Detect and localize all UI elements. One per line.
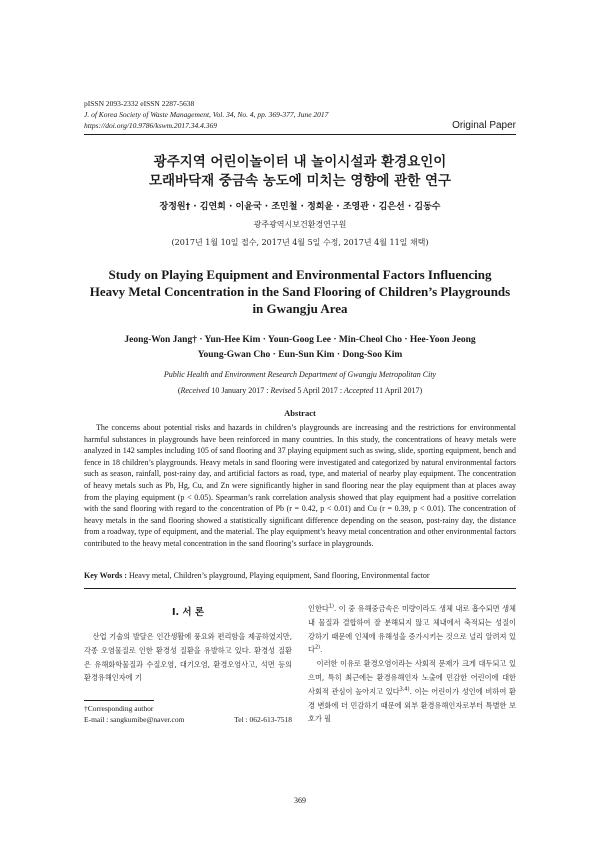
left-column <box>84 630 292 685</box>
issn: pISSN 2093-2332 eISSN 2287-5638 <box>84 99 195 108</box>
intro-text: . 이 중 유해중금속은 미량이라도 생체 내로 흡수되면 생체 내 물질과 결합하여 잘 분해되지 않고 체내에서 축적되는 성질이 강하기 때문에 인체에 유해성을 증가시키는 것으로 널리 알려져 있다 <box>308 604 516 655</box>
korean-authors: 장정원† · 김연희 · 이윤국 · 조민철 · 정희윤 · 조영관 · 김은선 · 김동수 <box>159 202 441 212</box>
english-title-line1: Study on Playing Equipment and Environmental Factors Influencing <box>108 267 492 282</box>
received-date: 10 January 2017 <box>211 386 265 395</box>
english-authors-line1: Jeong-Won Jang† · Yun-Hee Kim · Youn-Goog Lee · Min-Cheol Cho · Hee-Yoon Jeong <box>124 335 476 345</box>
accepted-label: Accepted <box>344 386 374 395</box>
korean-title-line2: 모래바닥재 중금속 농도에 미치는 영향에 관한 연구 <box>148 173 452 189</box>
intro-text: . 이는 어린이가 성인에 비하여 환경 변화에 더 민감하기 때문에 외부 환경유해인자로부터 특별한 보호가 필 <box>308 686 516 724</box>
korean-title <box>0 153 600 191</box>
journal-meta <box>84 98 328 131</box>
korean-dates: (2017년 1월 10일 접수, 2017년 4월 5일 수정, 2017년 4월 11일 채택) <box>171 238 429 247</box>
header-divider <box>84 134 516 135</box>
keywords-list: Heavy metal, Children’s playground, Playing equipment, Sand flooring, Environmental factor <box>128 571 430 580</box>
accepted-date: 11 April 2017 <box>375 386 420 395</box>
english-title-line3: in Gwangju Area <box>252 301 348 316</box>
page-number: 369 <box>294 796 306 805</box>
revised-date: 5 April 2017 <box>297 386 338 395</box>
right-column <box>308 602 516 726</box>
footnote-tel: Tel : 062-613-7518 <box>234 715 292 724</box>
citation-ref: 2) <box>314 645 321 651</box>
citation-ref: 3,4) <box>399 686 410 693</box>
footnote-divider <box>84 700 154 701</box>
section-heading: I. 서 론 <box>171 607 205 618</box>
korean-title-line1: 광주지역 어린이놀이터 내 놀이시설과 환경요인이 <box>153 154 447 170</box>
journal-citation: J. of Korea Society of Waste Management, Vol. 34, No. 4, pp. 369-377, June 2017 <box>84 110 329 119</box>
english-authors <box>60 333 540 363</box>
english-dates: (Received 10 January 2017 : Revised 5 April 2017 : Accepted 11 April 2017) <box>177 386 423 395</box>
revised-label: Revised <box>270 386 296 395</box>
intro-text: . <box>320 645 323 655</box>
intro-text: 인한다 <box>308 604 329 613</box>
english-title-line2: Heavy Metal Concentration in the Sand Flooring of Children’s Playgrounds <box>89 284 511 299</box>
korean-affiliation: 광주광역시보건환경연구원 <box>253 220 347 229</box>
intro-paragraph-1: 산업 기술의 발달은 인간생활에 풍요와 편리함을 제공하였지만, 각종 오염물질로 인한 환경성 질환을 유발하고 있다. 환경성 질환은 유해화학물질과 수질오염, 대기오염, 환경오염사고, 석면 등의 환경유해인자에 기 <box>84 632 292 683</box>
keywords-label: Key Words : <box>84 571 127 580</box>
intro-paragraph-2 <box>308 602 516 657</box>
doi-link[interactable]: https://doi.org/10.9786/kswm.2017.34.4.369 <box>84 121 218 130</box>
footnote-email[interactable]: E-mail : sangkumibe@naver.com <box>84 715 185 724</box>
abstract-divider <box>84 588 516 589</box>
intro-text: 이러한 이유로 환경오염이라는 사회적 문제가 크게 대두되고 있으며, 특히 최근에는 환경유해인자 노출에 민감한 어린이에 대한 사회적 관심이 높아지고 있다 <box>308 659 516 696</box>
english-title <box>70 266 530 317</box>
abstract-heading: Abstract <box>284 408 316 418</box>
received-label: Received <box>180 386 210 395</box>
english-authors-line2: Young-Gwan Cho · Eun-Sun Kim · Dong-Soo Kim <box>197 350 403 360</box>
english-affiliation: Public Health and Environment Research Department of Gwangju Metropolitan City <box>163 370 437 379</box>
abstract-text: The concerns about potential risks and hazards in children’s playgrounds are increasing and the restrictions for environmental harmful substances in playgrounds have been reinforced in many countries. In this study, the concentrations of heavy metals were analyzed in 142 samples including 105 of sand flooring and 37 playing equipment such as swing, slide, sporting equipment, bench and fence in 18 children’s playgrounds. Heavy metals in sand flooring were investigated and categorized by natural environmental factors such as season, rainfall, post-rainy day, and artificial factors as road, type, and material of nearby play equipment. The concentration of heavy metals such as Pb, Hg, Cu, and Zn were significantly higher in sand flooring near the play equipment than at places away from the playing equipment (p < 0.05). Spearman’s rank correlation analysis showed that play equipment had a positive correlation with the sand flooring with regard to the concentration of Pb (r = 0.42, p < 0.01) and Cu (r = 0.39, p < 0.01). The concentration of heavy metals in the sand flooring showed a statistically significant difference depending on the season, post-rainy day, the distance from a roadway, type of equipment, and the material. The play equipment’s heavy metal concentration and other environmental factors contributed to the heavy metal concentration in the sand flooring’s surface in playgrounds. <box>84 423 516 548</box>
footnote-label: †Corresponding author <box>84 704 154 713</box>
citation-ref: 1) <box>328 603 334 610</box>
article-type: Original Paper <box>452 120 516 131</box>
keywords <box>84 571 516 580</box>
footnote <box>84 703 292 725</box>
intro-paragraph-3 <box>308 657 516 726</box>
